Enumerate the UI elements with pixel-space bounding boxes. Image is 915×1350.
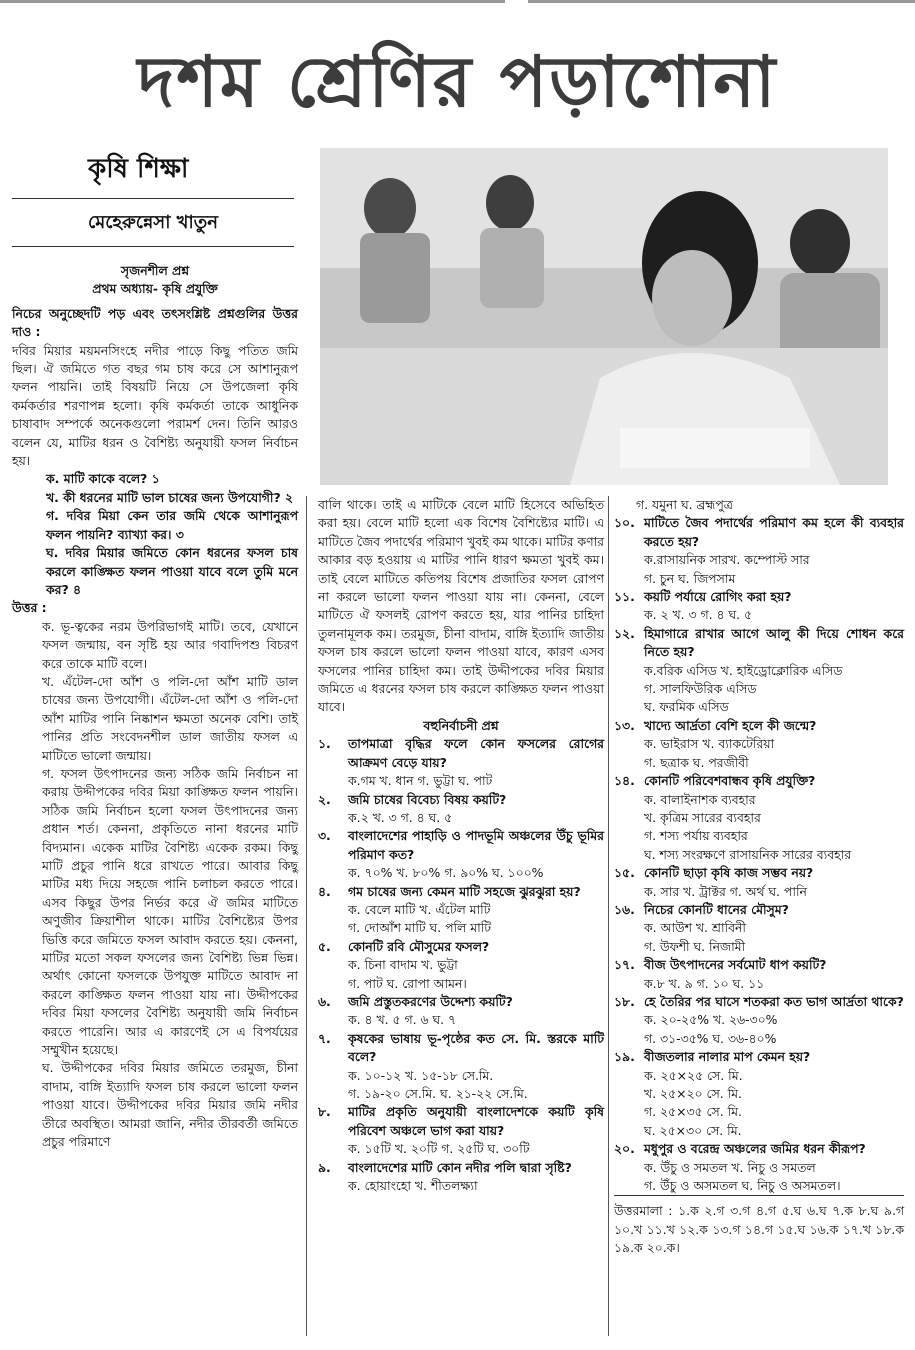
mcq-question-text: বাংলাদেশের পাহাড়ি ও পাদভূমি অঞ্চলের উঁচু ভূমির পরিমাণ কত? bbox=[348, 828, 604, 862]
section-rule bbox=[12, 198, 294, 199]
mcq-item bbox=[318, 735, 604, 790]
students-exam-photo bbox=[320, 148, 888, 485]
column-divider-1 bbox=[306, 496, 307, 1336]
mcq-question bbox=[614, 901, 904, 919]
creative-question-heading: সৃজনশীল প্রশ্ন bbox=[120, 263, 190, 278]
mcq-list-2 bbox=[614, 514, 904, 1195]
mcq-question-text: বাংলাদেশের মাটি কোন নদীর পলি দ্বারা সৃষ্টি? bbox=[348, 1159, 572, 1175]
mcq-options: ক. উঁচু ও সমতল খ. নিচু ও সমতল bbox=[644, 1159, 816, 1175]
mcq-number: ৫. bbox=[318, 938, 331, 954]
question-ga: গ. দবির মিয়া কেন তার জমি থেকে আশানুরূপ ফলন পায়নি? ব্যাখ্যা কর। ৩ bbox=[46, 508, 298, 542]
mcq-question bbox=[318, 735, 604, 772]
mcq-list-1 bbox=[318, 735, 604, 1195]
author-name: মেহেরুন্নেসা খাতুন bbox=[88, 212, 218, 233]
mcq-question bbox=[614, 772, 904, 790]
mcq-heading: বহুনির্বাচনী প্রশ্ন bbox=[423, 717, 499, 733]
mcq-options: ক. ১০-১২ খ. ১৫-১৮ সে.মি. bbox=[348, 1067, 494, 1083]
mcq-options: খ. ২৫×২০ সে. মি. bbox=[644, 1086, 742, 1101]
mcq-item bbox=[318, 938, 604, 993]
top-rule-left bbox=[0, 0, 505, 3]
question-kha: খ. কী ধরনের মাটি ভাল চাষের জন্য উপযোগী? ২ bbox=[46, 489, 294, 505]
mcq-question bbox=[318, 938, 604, 956]
mcq-item bbox=[614, 993, 904, 1048]
mcq-question bbox=[614, 1140, 904, 1158]
mcq-options: ঘ. ২৫×৩০ সে. মি. bbox=[644, 1122, 742, 1138]
author-rule bbox=[12, 246, 294, 247]
mcq-number: ১৮. bbox=[614, 993, 635, 1009]
mcq-options: ক. ২০-২৫% খ. ২৬-৩০% bbox=[644, 1012, 778, 1028]
top-rule-right bbox=[528, 0, 915, 3]
mcq-options: গ. শস্য পর্যায় ব্যবহার bbox=[644, 828, 748, 844]
mcq-question bbox=[318, 993, 604, 1011]
mcq-options: গ. সালফিউরিক এসিড bbox=[644, 681, 757, 697]
mcq-number: ৭. bbox=[318, 1030, 331, 1046]
mcq-number: ১৭. bbox=[614, 957, 635, 973]
column-1 bbox=[12, 262, 298, 1152]
mcq-item bbox=[318, 1103, 604, 1158]
mcq-options: গ. ২৫×৩৫ সে. মি. bbox=[644, 1104, 742, 1120]
mcq-number: ১৬. bbox=[614, 901, 635, 917]
chapter-heading: প্রথম অধ্যায়- কৃষি প্রযুক্তি bbox=[92, 281, 218, 297]
column-2 bbox=[318, 496, 604, 1195]
mcq-number: ২. bbox=[318, 791, 331, 807]
question-gha: ঘ. দবির মিয়ার জমিতে কোন ধরনের ফসল চাষ করলে কাঙ্ক্ষিত ফলন পাওয়া যাবে বলে তুমি মনে কর? ৪ bbox=[46, 545, 298, 597]
mcq-item bbox=[614, 772, 904, 864]
mcq-options: গ. চুন ঘ. জিপসাম bbox=[644, 570, 736, 586]
mcq-question bbox=[318, 1103, 604, 1140]
mcq-number: ৯. bbox=[318, 1159, 331, 1175]
mcq-question-text: বীজ উৎপাদনের সর্বমোট ধাপ কয়টি? bbox=[644, 957, 827, 973]
mcq-item bbox=[318, 993, 604, 1030]
mcq-options: খ. কৃত্রিম সারের ব্যবহার bbox=[644, 809, 761, 825]
mcq-question-text: মাটিতে জৈব পদার্থের পরিমাণ কম হলে কী ব্যবহার করতে হয়? bbox=[644, 515, 904, 549]
mcq-options: ঘ. ফরমিক এসিড bbox=[644, 699, 729, 715]
mcq-number: ১১. bbox=[614, 589, 635, 605]
mcq-options: ক. সার খ. ট্রাক্টর গ. অর্থ ঘ. পানি bbox=[644, 883, 807, 899]
column-3 bbox=[614, 496, 904, 1258]
mcq-item bbox=[614, 717, 904, 772]
column-divider-2 bbox=[608, 496, 609, 1336]
answer-ka: ক. ভূ-ত্বকের নরম উপরিভাগই মাটি। তবে, যেখানে ফসল জন্মায়, বন সৃষ্টি হয় আর গবাদিপশু বিচরণ করে তাকে মাটি বলে। bbox=[42, 618, 298, 671]
mcq-options: ক. হোয়াংহো খ. শীতলক্ষ্যা bbox=[348, 1178, 478, 1194]
mcq-options: গ. উফশী ঘ. নিজামী bbox=[644, 938, 746, 954]
mcq-question bbox=[614, 514, 904, 551]
mcq-question-text: হে তৈরির পর ঘাসে শতকরা কত ভাগ আর্দ্রতা থাকে? bbox=[644, 993, 904, 1009]
mcq-question bbox=[614, 717, 904, 735]
mcq-question-text: জমি প্রস্তুতকরণের উদ্দেশ্য কয়টি? bbox=[348, 993, 513, 1009]
mcq-options: গ. পাট ঘ. রোপা আমন। bbox=[348, 975, 467, 991]
mcq-item bbox=[614, 1140, 904, 1195]
mcq-options: ঘ. শস্য সংরক্ষণে রাসায়নিক সারের ব্যবহার bbox=[644, 846, 852, 862]
mcq-question-text: কৃষকের ভাষায় ভূ-পৃষ্ঠের কত সে. মি. স্তরকে মাটি বলে? bbox=[348, 1030, 604, 1065]
mcq-number: ১২. bbox=[614, 625, 635, 641]
question-ka: ক. মাটি কাকে বলে? ১ bbox=[46, 471, 160, 487]
mcq-options: গ. ৩১-৩৫% ঘ. ৩৬-৪০% bbox=[644, 1030, 777, 1046]
mcq-options: ক. চিনা বাদাম খ. ভুট্টা bbox=[348, 957, 458, 973]
mcq-question bbox=[318, 1159, 604, 1177]
mcq-item bbox=[614, 588, 904, 625]
mcq-question bbox=[614, 864, 904, 882]
mcq-options: ক.৮ খ. ৯ গ. ১০ ঘ. ১১ bbox=[644, 975, 765, 991]
mcq-number: ২০. bbox=[614, 1141, 635, 1157]
masthead-title: দশম শ্রেণির পড়াশোনা bbox=[137, 41, 778, 123]
mcq-option-line: গ. যমুনা ঘ. ব্রহ্মপুত্র bbox=[636, 497, 733, 512]
mcq-question bbox=[318, 1030, 604, 1067]
mcq-number: ১. bbox=[318, 736, 331, 752]
mcq-item bbox=[318, 827, 604, 882]
answer-kha: খ. এঁটেল-দো আঁশ ও পলি-দো আঁশ মাটি ডাল চাষের জন্য উপযোগী। এঁটেল-দো আঁশ ও পলি-দো আঁশ মাটির পানি নিষ্কাশন ক্ষমতা অনেক বেশি। তাই পানির প্রতি সংবেদনশীল ডাল জাতীয় ফসল এ মাটিতে ভালো জন্মায়। bbox=[42, 673, 298, 763]
mcq-options: গ. ছত্রাক ঘ. পরজীবী bbox=[644, 754, 749, 770]
mcq-number: ১৯. bbox=[614, 1049, 635, 1065]
mcq-options: ক.২ খ. ৩ গ. ৪ ঘ. ৫ bbox=[348, 809, 453, 825]
mcq-item bbox=[614, 625, 904, 717]
mcq-options: ক. ২ খ. ৩ গ. ৪ ঘ. ৫ bbox=[644, 607, 753, 623]
mcq-question-text: তাপমাত্রা বৃদ্ধির ফলে কোন ফসলের রোগের আক্রমণ বেড়ে যায়? bbox=[348, 736, 604, 770]
mcq-question-text: মাটির প্রকৃতি অনুযায়ী বাংলাদেশকে কয়টি কৃষি পরিবেশ অঞ্চলে ভাগ করা যায়? bbox=[348, 1104, 604, 1138]
mcq-question-text: গম চাষের জন্য কেমন মাটি সহজে ঝুরঝুরা হয়? bbox=[348, 883, 581, 899]
mcq-item bbox=[614, 1048, 904, 1140]
mcq-question bbox=[614, 625, 904, 662]
mcq-question bbox=[614, 588, 904, 606]
mcq-item bbox=[614, 901, 904, 956]
mcq-question-text: জমি চাষের বিবেচ্য বিষয় কয়টি? bbox=[348, 791, 507, 807]
mcq-question-text: খাদ্যে আর্দ্রতা বেশি হলে কী জন্মে? bbox=[644, 717, 817, 733]
mcq-number: ৩. bbox=[318, 828, 331, 844]
mcq-question-text: কোনটি পরিবেশবান্ধব কৃষি প্রযুক্তি? bbox=[644, 773, 816, 789]
mcq-options: গ. ১৯-২০ সে.মি. ঘ. ২১-২২ সে.মি. bbox=[348, 1086, 528, 1101]
mcq-item bbox=[614, 956, 904, 993]
mcq-options: ক.গম খ. ধান গ. ভুট্টা ঘ. পাট bbox=[348, 773, 493, 789]
mcq-options: ক. আউশ খ. শ্রাবিনী bbox=[644, 920, 746, 936]
mcq-question-text: কোনটি রবি মৌসুমের ফসল? bbox=[348, 938, 490, 954]
mcq-item bbox=[318, 791, 604, 828]
mcq-options: ক. ৭০% খ. ৮০% গ. ৯০% ঘ. ১০০% bbox=[348, 865, 544, 881]
section-title: কৃষি শিক্ষা bbox=[88, 154, 189, 184]
mcq-question-text: নিচের কোনটি ধানের মৌসুম? bbox=[644, 901, 789, 917]
answer-label: উত্তর : bbox=[12, 600, 47, 616]
photo-illustration bbox=[320, 148, 888, 485]
mcq-options: ক. ৪ খ. ৫ গ. ৬ ঘ. ৭ bbox=[348, 1012, 457, 1028]
mcq-options: গ. উঁচু ও অসমতল ঘ. নিচু ও অসমতল। bbox=[644, 1178, 841, 1194]
mcq-item bbox=[318, 1030, 604, 1104]
stimulus-passage: দবির মিয়ার ময়মনসিংহে নদীর পাড়ে কিছু পতিত জমি ছিল। ঐ জমিতে গত বছর গম চাষ করে সে আশানুরূপ ফলন পায়নি। তাই বিষয়টি নিয়ে সে উপজেলা কৃষি কর্মকর্তার শরণাপন্ন হলো। কৃষি কর্মকর্তা তাকে আধুনিক চাষাবাদ সম্পর্কে অনেকগুলো পরামর্শ দেন। তিনি আরও বলেন যে, মাটির ধরন ও বৈশিষ্ট্য অনুযায়ী ফসল নির্বাচন হয়। bbox=[12, 342, 298, 469]
mcq-question-text: কয়টি পর্যায়ে রোগিং করা হয়? bbox=[644, 589, 792, 605]
mcq-number: ৪. bbox=[318, 883, 331, 899]
mcq-question bbox=[614, 956, 904, 974]
mcq-options: ক. ২৫×২৫ সে. মি. bbox=[644, 1067, 743, 1083]
mcq-number: ৬. bbox=[318, 993, 331, 1009]
mcq-options: গ. দোআঁশ মাটি ঘ. পলি মাটি bbox=[348, 920, 491, 936]
mcq-number: ১৪. bbox=[614, 773, 635, 789]
mcq-number: ১৫. bbox=[614, 865, 635, 881]
answer-key: উত্তরমালা : ১.ক ২.গ ৩.গ ৪.গ ৫.ঘ ৬.ঘ ৭.ক ৮.ঘ ৯.গ ১০.খ ১১.খ ১২.ক ১৩.গ ১৪.গ ১৫.ঘ ১৬.ক ১৭.খ ১৮.ক ১৯.ক ২০.ক। bbox=[614, 1195, 904, 1257]
mcq-question bbox=[614, 1048, 904, 1066]
mcq-question-text: হিমাগারে রাখার আগে আলু কী দিয়ে শোধন করে নিতে হয়? bbox=[644, 625, 904, 660]
mcq-options: ক.বরিক এসিড খ. হাইড্রোক্লোরিক এসিড bbox=[644, 662, 843, 678]
mcq-question-text: মধুপুর ও বরেন্দ্র অঞ্চলের জমির ধরন কীরূপ? bbox=[644, 1141, 866, 1157]
answer-gha: ঘ. উদ্দীপকের দবির মিয়ার জমিতে তরমুজ, চীনা বাদাম, বাঙ্গি ইত্যাদি ফসল চাষ করলে ভালো ফলন পাওয়া যাবে। উদ্দীপকের দবির মিয়ার জমি নদীর তীরে অবস্থিত। আমরা জানি, নদীর তীরবর্তী জমিতে প্রচুর পরিমাণে bbox=[42, 1060, 298, 1150]
mcq-question-text: কোনটি ছাড়া কৃষি কাজ সম্ভব নয়? bbox=[644, 865, 814, 881]
answer-ga: গ. ফসল উৎপাদনের জন্য সঠিক জমি নির্বাচন না করায় উদ্দীপকের দবির মিয়া কাঙ্ক্ষিত ফলন পায়নি। সঠিক জমি নির্বাচন হলো ফসল উৎপাদনের জন্য প্রধান শর্ত। কেননা, প্রকৃতিতে নানা ধরনের মাটি বিদ্যমান। একেক মাটির বৈশিষ্ট্য একেক রকম। কিছু মাটি প্রচুর পানি ধরে রাখতে পারে। আবার কিছু মাটির মধ্য দিয়ে সহজে পানি চলাচল করতে পারে। এসব কিছুর উপর নির্ভর করে ঐ জমির মাটিতে অণুজীব ক্রিয়াশীল থাকে। মাটির বৈশিষ্ট্যের উপর ভিত্তি করে জমিতে ফসল আবাদ করতে হয়। কেননা, মাটির মতো সকল ফসলের জন্য বৈশিষ্ট্য ভিন্ন ভিন্ন। অর্থাৎ কোনো ফসলকে উপযুক্ত মাটিতে আবাদ না করলে কাঙ্ক্ষিত ফলন পাওয়া যায় না। উদ্দীপকের দবির মিয়া ফসলের বৈশিষ্ট্য অনুযায়ী জমি নির্বাচন করতে পারেনি। আর এ কারণেই সে এ বিপর্যয়ের সম্মুখীন হয়েছে। bbox=[42, 765, 298, 1058]
mcq-question bbox=[318, 827, 604, 864]
mcq-question bbox=[318, 883, 604, 901]
mcq-number: ১০. bbox=[614, 515, 635, 531]
mcq-question-text: বীজতলার নালার মাপ কেমন হয়? bbox=[644, 1049, 811, 1065]
mcq-item bbox=[318, 883, 604, 938]
mcq-item bbox=[614, 864, 904, 901]
mcq-number: ৮. bbox=[318, 1104, 331, 1120]
mcq-item bbox=[614, 514, 904, 588]
mcq-question bbox=[614, 993, 904, 1011]
answer-continuation: বালি থাকে। তাই এ মাটিকে বেলে মাটি হিসেবে অভিহিত করা হয়। বেলে মাটি হলো এক বিশেষ বৈশিষ্ট্যের মাটি। এ মাটিতে জৈব পদার্থের পরিমাণ খুবই কম থাকে। মাটির কণার আকার বড় হওয়ায় এ মাটির পানি ধারণ ক্ষমতা খুবই কম। তাই বেলে মাটিতে কতিপয় বিশেষ প্রজাতির ফসল রোপণ না করলে ভালো ফলন পাওয়া যায় না। কেননা, বেলে মাটিতে ঐ ফসলই রোপণ করতে হয়, যার পানির চাহিদা তুলনামূলক কম। তরমুজ, চীনা বাদাম, বাঙ্গি ইত্যাদি জাতীয় ফসল চাষ করলে ভালো ফলন পাওয়া যাবে, কারণ এসব ফসলের পানির চাহিদা কম। তাই উদ্দীপকের দবির মিয়ার জমিতে এ ধরনের ফসল চাষ করলে কাঙ্ক্ষিত ফলন পাওয়া যাবে। bbox=[318, 497, 604, 715]
mcq-options: ক. ১৫টি খ. ২০টি গ. ২৫টি ঘ. ৩০টি bbox=[348, 1141, 530, 1157]
mcq-options: ক.রাসায়নিক সারখ. কম্পোস্ট সার bbox=[644, 552, 810, 568]
mcq-number: ১৩. bbox=[614, 717, 635, 733]
mcq-question bbox=[318, 791, 604, 809]
mcq-item bbox=[318, 1159, 604, 1196]
mcq-options: ক. বেলে মাটি খ. এঁটেল মাটি bbox=[348, 901, 491, 917]
mcq-options: ক. ভাইরাস খ. ব্যাকটেরিয়া bbox=[644, 736, 775, 752]
instruction: নিচের অনুচ্ছেদটি পড় এবং তৎসংশ্লিষ্ট প্রশ্নগুলির উত্তর দাও : bbox=[12, 305, 298, 340]
mcq-options: ক. বালাইনাশক ব্যবহার bbox=[644, 791, 756, 807]
